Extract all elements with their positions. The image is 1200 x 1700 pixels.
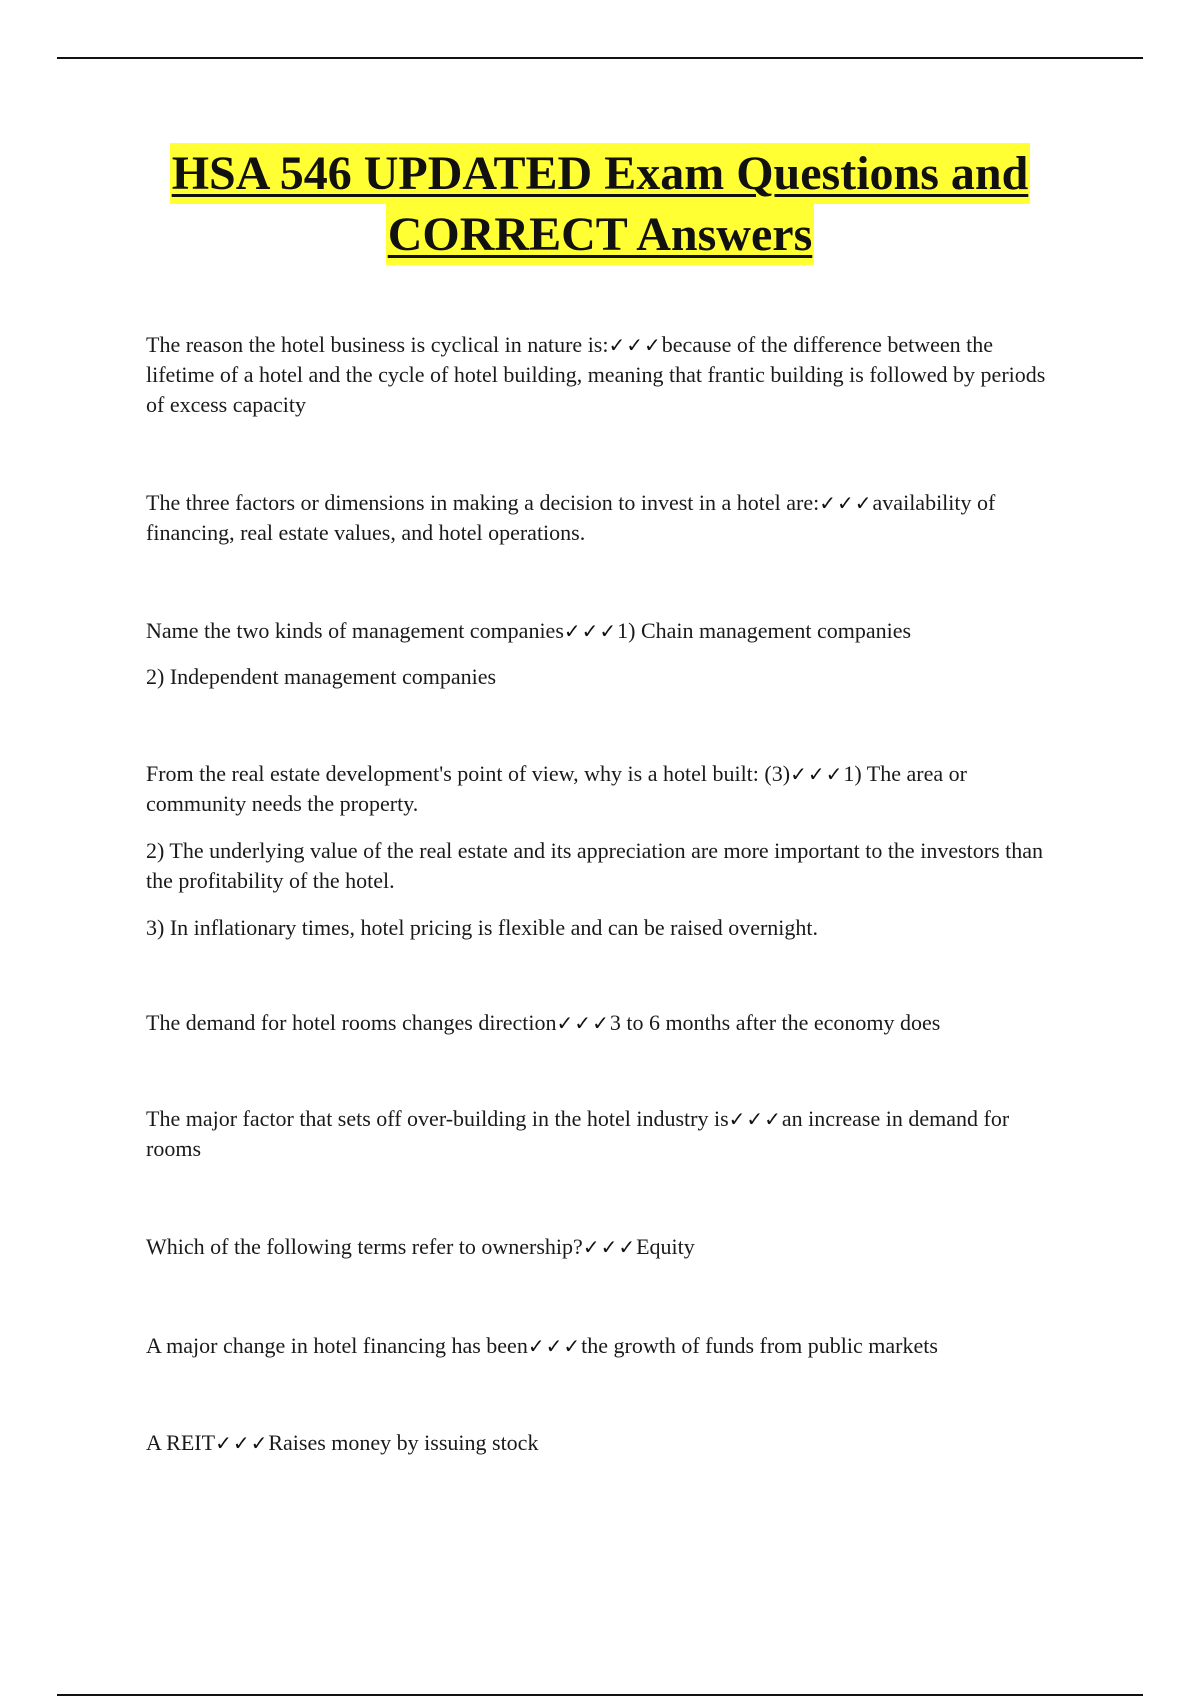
question-text: The demand for hotel rooms changes direction bbox=[146, 1010, 557, 1035]
qa-item-9 bbox=[146, 1428, 1066, 1458]
check-mark-icon: ✓✓✓ bbox=[582, 1235, 637, 1259]
bottom-rule bbox=[57, 1694, 1143, 1696]
qa-item-4-extra-2: 3) In inflationary times, hotel pricing is flexible and can be raised overnight. bbox=[146, 915, 819, 940]
check-mark-icon: ✓✓✓ bbox=[790, 762, 844, 786]
answer-text: Equity bbox=[636, 1234, 695, 1259]
title-line-2: CORRECT Answers bbox=[386, 204, 815, 265]
qa-item-6 bbox=[146, 1104, 1066, 1164]
qa-item-5 bbox=[146, 1008, 1066, 1038]
qa-item-7 bbox=[146, 1232, 1066, 1262]
answer-text: because of the difference between the lifetime of a hotel and the cycle of hotel building, meaning that frantic building is followed by periods of excess capacity bbox=[146, 332, 1046, 417]
question-text: The three factors or dimensions in making a decision to invest in a hotel are: bbox=[146, 490, 820, 515]
question-text: A major change in hotel financing has been bbox=[146, 1333, 528, 1358]
qa-item-4-extra-1: 2) The underlying value of the real estate and its appreciation are more important to the investors than the profitability of the hotel. bbox=[146, 838, 1044, 893]
question-text: The major factor that sets off over-building in the hotel industry is bbox=[146, 1106, 729, 1131]
check-mark-icon: ✓✓✓ bbox=[819, 491, 873, 515]
check-mark-icon: ✓✓✓ bbox=[527, 1334, 582, 1358]
answer-text: the growth of funds from public markets bbox=[581, 1333, 938, 1358]
answer-text: an increase in demand for rooms bbox=[146, 1106, 1010, 1161]
answer-text: 1) Chain management companies bbox=[617, 618, 912, 643]
question-text: The reason the hotel business is cyclical in nature is: bbox=[146, 332, 609, 357]
qa-item-2 bbox=[146, 488, 1066, 548]
answer-text: 1) The area or community needs the property. bbox=[146, 761, 967, 816]
document-title bbox=[80, 143, 1120, 265]
qa-item-8 bbox=[146, 1331, 1066, 1361]
check-mark-icon: ✓✓✓ bbox=[215, 1431, 269, 1455]
qa-item-1 bbox=[146, 330, 1066, 420]
question-text: Name the two kinds of management companies bbox=[146, 618, 564, 643]
check-mark-icon: ✓✓✓ bbox=[728, 1107, 782, 1131]
answer-text: Raises money by issuing stock bbox=[268, 1430, 539, 1455]
qa-item-4 bbox=[146, 759, 1066, 819]
qa-item-3-extra-1: 2) Independent management companies bbox=[146, 664, 497, 689]
question-text: Which of the following terms refer to ownership? bbox=[146, 1234, 583, 1259]
title-line-1: HSA 546 UPDATED Exam Questions and bbox=[170, 143, 1031, 204]
answer-text: 3 to 6 months after the economy does bbox=[609, 1010, 941, 1035]
question-text: From the real estate development's point of view, why is a hotel built: (3) bbox=[146, 761, 791, 786]
top-rule bbox=[57, 57, 1143, 59]
qa-item-3 bbox=[146, 616, 1066, 646]
question-text: A REIT bbox=[146, 1430, 216, 1455]
answer-text: availability of financing, real estate values, and hotel operations. bbox=[146, 490, 996, 545]
check-mark-icon: ✓✓✓ bbox=[563, 619, 618, 643]
check-mark-icon: ✓✓✓ bbox=[608, 333, 662, 357]
check-mark-icon: ✓✓✓ bbox=[556, 1011, 610, 1035]
